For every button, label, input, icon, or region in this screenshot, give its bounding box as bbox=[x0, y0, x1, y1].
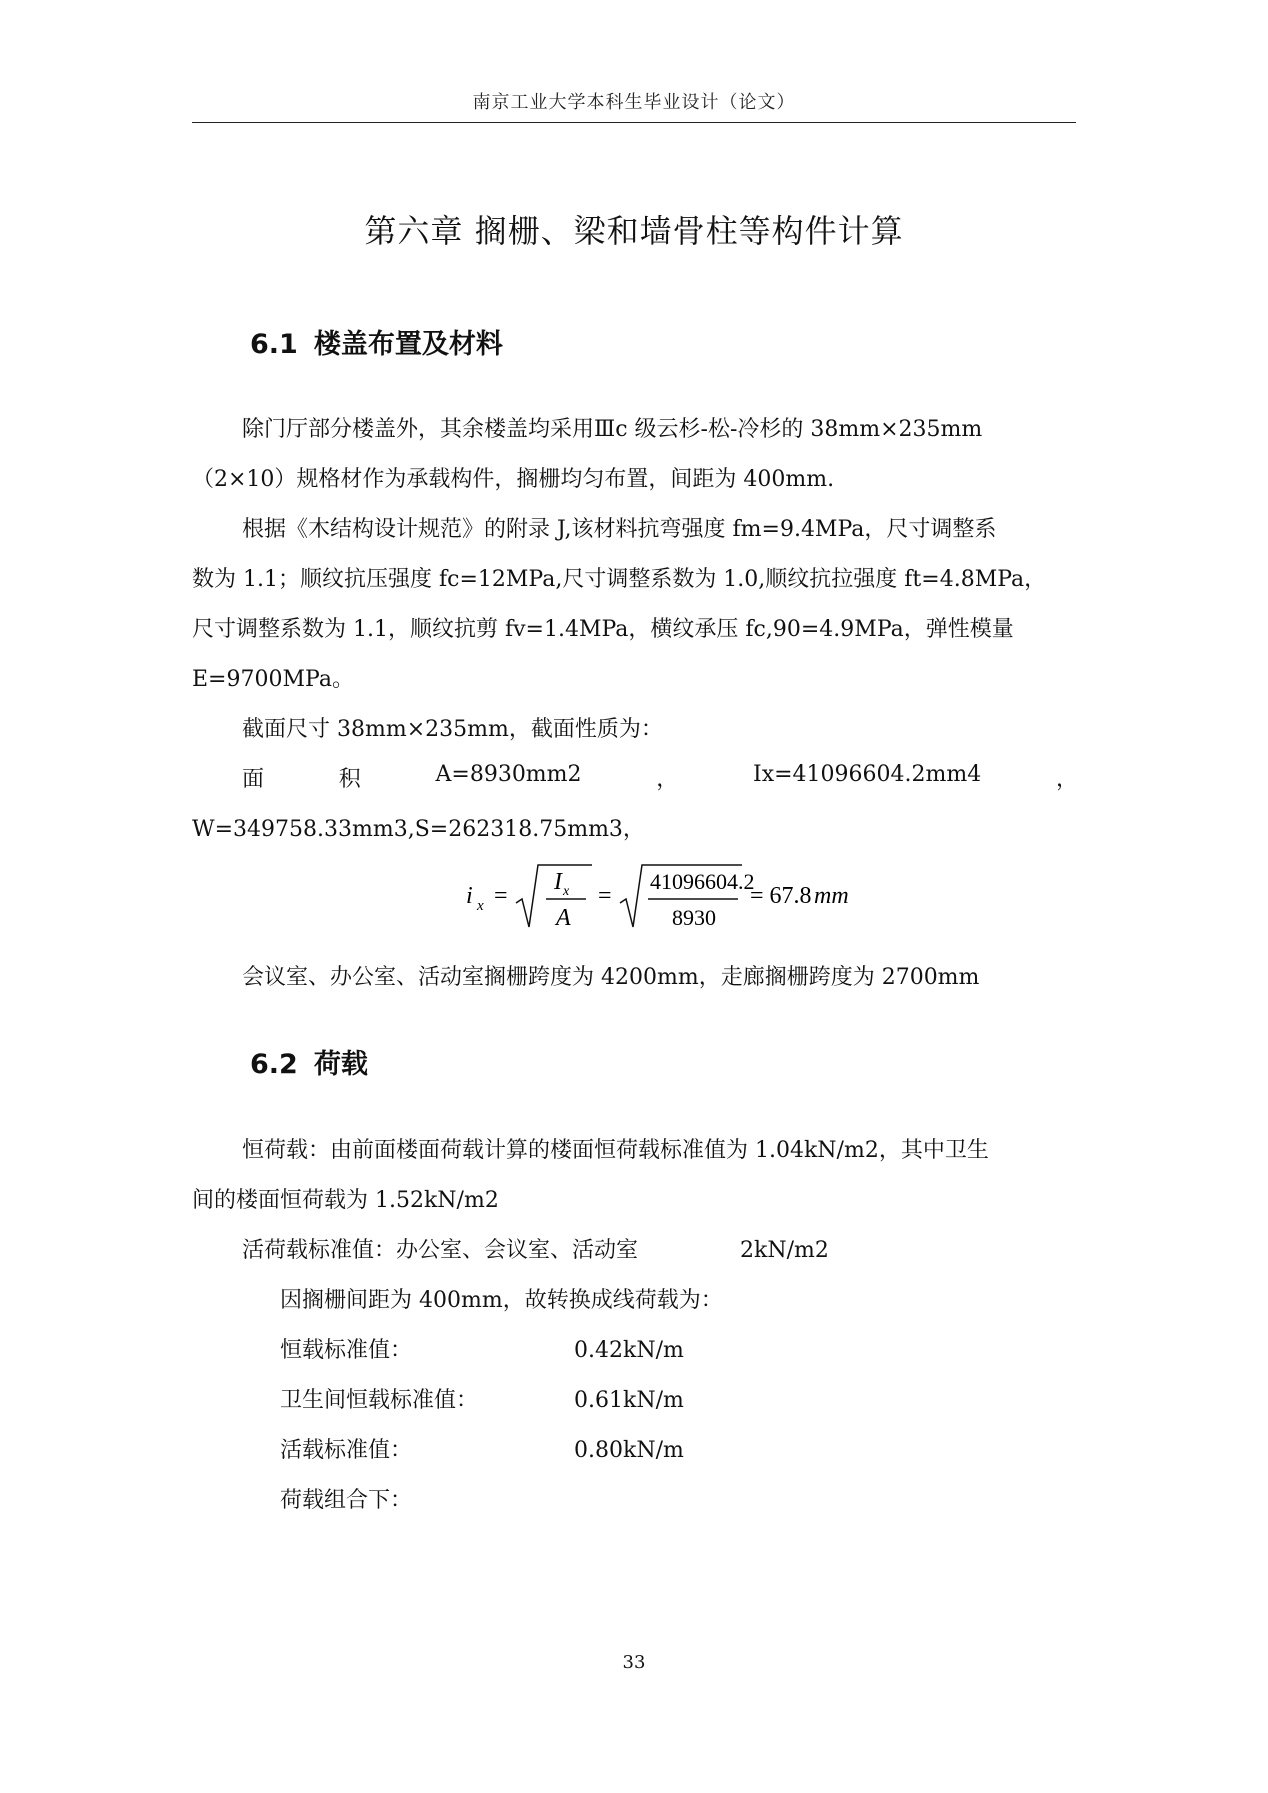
radius-of-gyration-formula bbox=[462, 855, 882, 935]
formula-result: = 67.8 bbox=[750, 883, 812, 909]
paragraph-line: 荷载组合下： bbox=[280, 1488, 413, 1513]
load-item-label: 恒载标准值： bbox=[280, 1338, 413, 1363]
load-item-label: 活载标准值： bbox=[280, 1438, 413, 1463]
load-item-label: 卫生间恒载标准值： bbox=[280, 1388, 479, 1413]
section-number: 6.2 bbox=[250, 1049, 298, 1080]
live-load-value: 2kN/m2 bbox=[740, 1238, 829, 1263]
live-load-label: 活荷载标准值：办公室、会议室、活动室 bbox=[242, 1238, 639, 1263]
paragraph-line: 除门厅部分楼盖外，其余楼盖均采用Ⅲc 级云杉-松-冷杉的 38mm×235mm bbox=[242, 417, 983, 442]
formula-unit: mm bbox=[814, 883, 849, 909]
area-label-char: 面 bbox=[242, 767, 265, 792]
running-header: 南京工业大学本科生毕业设计（论文） bbox=[472, 92, 796, 113]
load-item-value: 0.42kN/m bbox=[574, 1338, 684, 1363]
formula-equals: = bbox=[598, 883, 612, 909]
paragraph-line: 恒荷载：由前面楼面荷载计算的楼面恒荷载标准值为 1.04kN/m2，其中卫生 bbox=[242, 1138, 989, 1163]
inertia-value: Ix=41096604.2mm4 bbox=[753, 762, 982, 787]
formula-lhs: i bbox=[466, 883, 473, 909]
paragraph-line: W=349758.33mm3,S=262318.75mm3， bbox=[192, 817, 645, 842]
area-label-char: 积 bbox=[338, 767, 361, 792]
frac2-denominator: 8930 bbox=[672, 905, 716, 930]
formula-lhs-sub: x bbox=[477, 898, 484, 914]
paragraph-line: 数为 1.1；顺纹抗压强度 fc=12MPa,尺寸调整系数为 1.0,顺纹抗拉强度 ft=4.8MPa， bbox=[192, 567, 1047, 592]
formula-svg bbox=[462, 855, 882, 935]
paragraph-line: 尺寸调整系数为 1.1，顺纹抗剪 fv=1.4MPa，横纹承压 fc,90=4.9MPa，弹性模量 bbox=[192, 617, 1014, 642]
section-title-text: 楼盖布置及材料 bbox=[313, 329, 503, 360]
live-load-row bbox=[242, 1233, 1128, 1264]
frac2-numerator: 41096604.2 bbox=[650, 869, 755, 894]
load-item-row bbox=[280, 1433, 1166, 1464]
paragraph-line: 因搁栅间距为 400mm，故转换成线荷载为： bbox=[280, 1288, 723, 1313]
load-item-value: 0.80kN/m bbox=[574, 1438, 684, 1463]
frac1-numerator: I bbox=[554, 869, 562, 895]
paragraph-line: （2×10）规格材作为承载构件，搁栅均匀布置，间距为 400mm. bbox=[192, 467, 835, 492]
section-number: 6.1 bbox=[250, 329, 298, 360]
section-heading-6-1 bbox=[250, 322, 503, 361]
chapter-title: 第六章 搁栅、梁和墙骨柱等构件计算 bbox=[364, 212, 904, 250]
frac1-denominator: A bbox=[556, 905, 571, 931]
header-rule bbox=[192, 122, 1076, 123]
section-title-text: 荷载 bbox=[313, 1049, 368, 1080]
load-item-row bbox=[280, 1383, 1166, 1414]
formula-equals: = bbox=[494, 883, 508, 909]
paragraph-line: 间的楼面恒荷载为 1.52kN/m2 bbox=[192, 1188, 499, 1213]
paragraph-line: 会议室、办公室、活动室搁栅跨度为 4200mm，走廊搁栅跨度为 2700mm bbox=[242, 965, 980, 990]
separator: ， bbox=[1055, 767, 1078, 792]
area-value: A=8930mm2 bbox=[435, 762, 582, 787]
section-heading-6-2 bbox=[250, 1042, 368, 1081]
separator: ， bbox=[656, 767, 679, 792]
load-item-row bbox=[280, 1333, 1166, 1364]
page-number: 33 bbox=[622, 1652, 646, 1673]
paragraph-line: E=9700MPa。 bbox=[192, 667, 354, 692]
paragraph-line: 根据《木结构设计规范》的附录 J,该材料抗弯强度 fm=9.4MPa，尺寸调整系 bbox=[242, 517, 997, 542]
frac1-numerator-sub: x bbox=[563, 884, 570, 899]
section-properties-row bbox=[242, 762, 1078, 793]
paragraph-line: 截面尺寸 38mm×235mm，截面性质为： bbox=[242, 717, 663, 742]
load-item-value: 0.61kN/m bbox=[574, 1388, 684, 1413]
